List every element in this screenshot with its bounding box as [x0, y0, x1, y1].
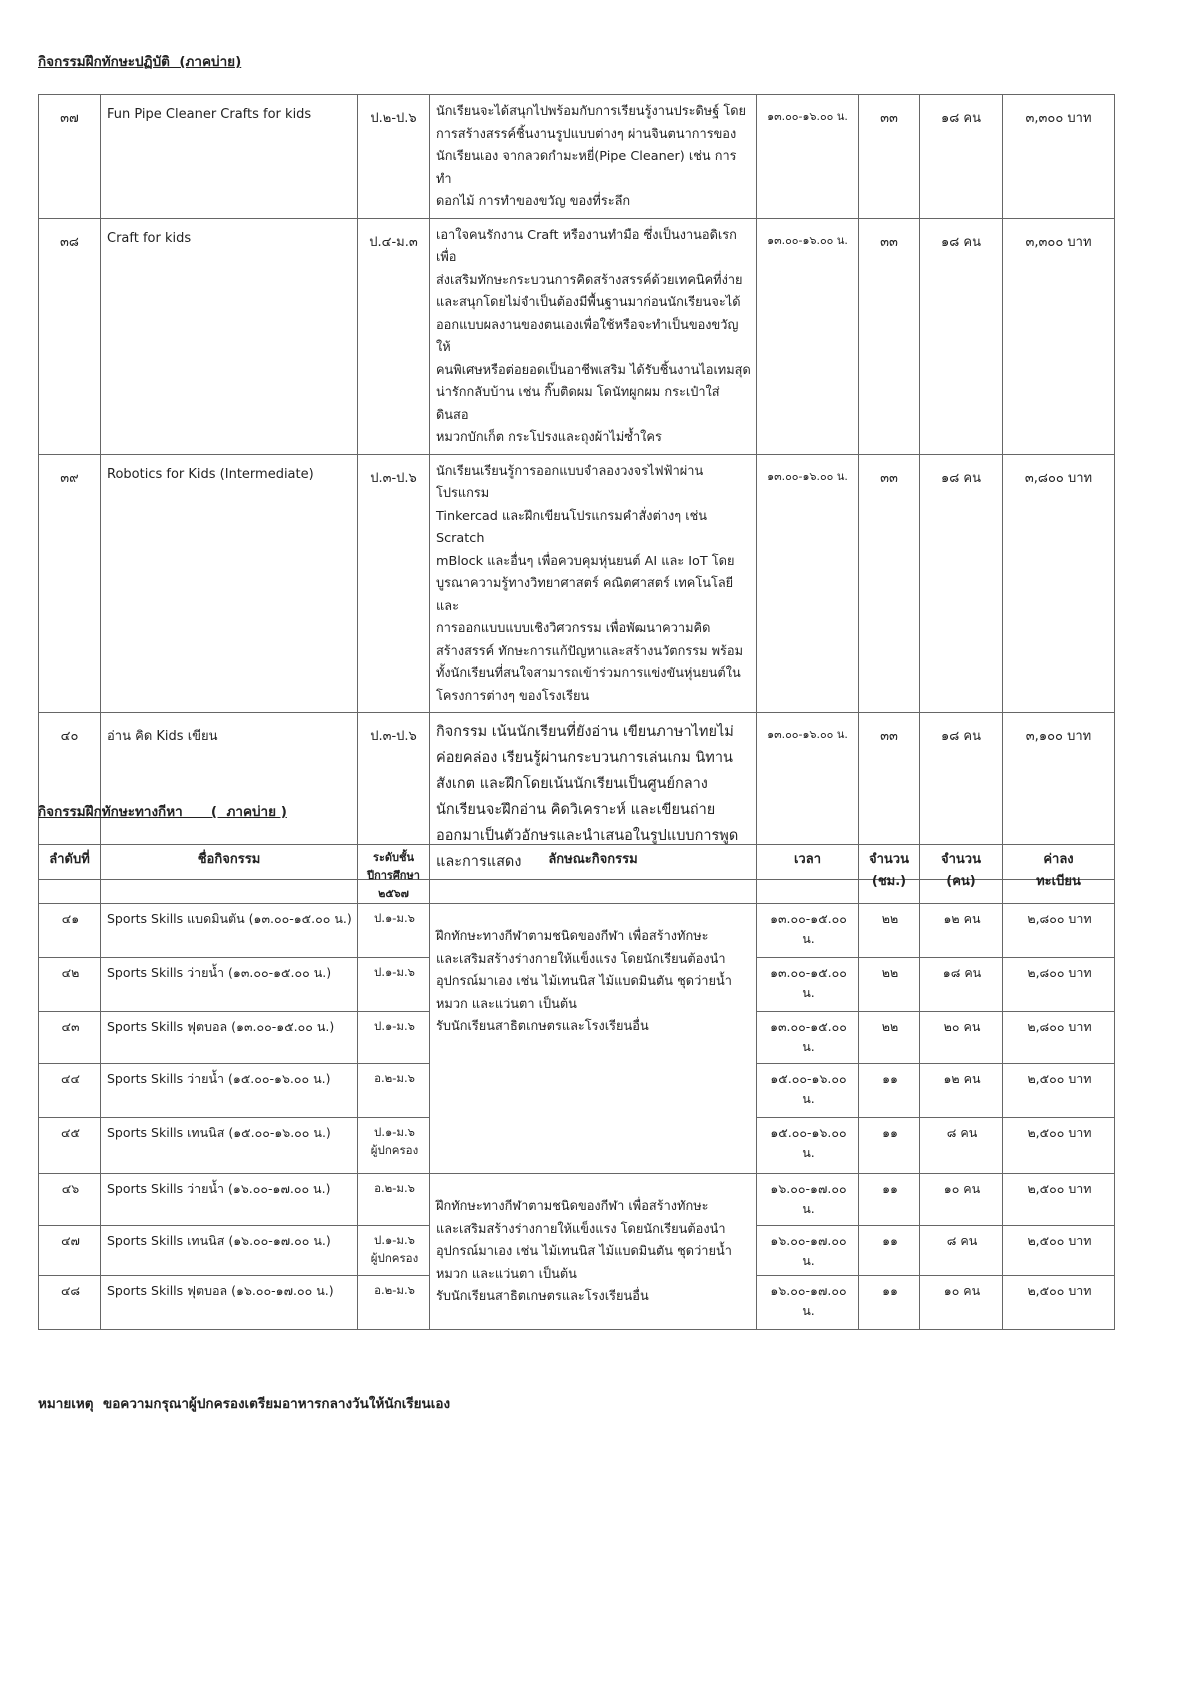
time-range: ๑๖.๐๐-๑๗.๐๐ น.	[757, 1276, 859, 1330]
description-line: mBlock และอื่นๆ เพื่อควบคุมหุ่นยนต์ AI และ IoT โดย	[436, 553, 735, 569]
activity-name: อ่าน คิด Kids เขียน	[101, 713, 358, 880]
time-range: ๑๓.๐๐-๑๕.๐๐ น.	[757, 1012, 859, 1064]
hours: ๑๑	[859, 1226, 920, 1276]
activity-description	[430, 218, 757, 454]
grade-level-line: ป.๑-ม.๖	[374, 965, 415, 979]
fee: ๓,๑๐๐ บาท	[1003, 713, 1115, 880]
description-line: และการแสดง	[436, 854, 522, 870]
grade-level	[358, 958, 430, 1012]
time-range: ๑๓.๐๐-๑๖.๐๐ น.	[757, 95, 859, 219]
fee: ๒,๕๐๐ บาท	[1003, 1064, 1115, 1118]
practical-heading: กิจกรรมฝึกทักษะปฏิบัติ (ภาคบ่าย)	[38, 54, 242, 70]
row-number: ๔๑	[39, 904, 101, 958]
hours: ๑๑	[859, 1064, 920, 1118]
description-line: อุปกรณ์มาเอง เช่น ไม้เทนนิส ไม้แบดมินตัน ชุดว่ายน้ำ	[436, 974, 732, 989]
header-level-line: ระดับชั้น	[373, 851, 414, 864]
time-range: ๑๓.๐๐-๑๕.๐๐ น.	[757, 904, 859, 958]
fee: ๒,๘๐๐ บาท	[1003, 1012, 1115, 1064]
description-line: หมวกบักเก็ต กระโปรงและถุงผ้าไม่ซ้ำใคร	[436, 430, 662, 445]
description-line: ส่งเสริมทักษะกระบวนการคิดสร้างสรรค์ด้วยเทคนิคที่ง่าย	[436, 272, 743, 288]
description-line: ดอกไม้ การทำของขวัญ ของที่ระลึก	[436, 194, 631, 209]
grade-level-line: ผู้ปกครอง	[370, 1143, 419, 1157]
time-range: ๑๖.๐๐-๑๗.๐๐ น.	[757, 1226, 859, 1276]
description-line: นักเรียนจะได้สนุกไปพร้อมกับการเรียนรู้งานประดิษฐ์ โดย	[436, 104, 747, 119]
grade-level-line: ป.๑-ม.๖	[374, 1125, 415, 1139]
description-line: รับนักเรียนสาธิตเกษตรและโรงเรียนอื่น	[436, 1019, 649, 1034]
row-number: ๔๒	[39, 958, 101, 1012]
time-range: ๑๕.๐๐-๑๖.๐๐ น.	[757, 1064, 859, 1118]
hours: ๑๑	[859, 1174, 920, 1226]
description-line: และเสริมสร้างร่างกายให้แข็งแรง โดยนักเรียนต้องนำ	[436, 951, 726, 967]
description-line: ออกแบบผลงานของตนเองเพื่อใช้หรือจะทำเป็นของขวัญให้	[436, 317, 739, 355]
description-line: กิจกรรม เน้นนักเรียนที่ยังอ่าน เขียนภาษาไทยไม่	[436, 724, 734, 740]
time-range: ๑๓.๐๐-๑๖.๐๐ น.	[757, 454, 859, 713]
grade-level: ป.๓-ป.๖	[358, 454, 430, 713]
capacity: ๑๐ คน	[920, 1276, 1003, 1330]
table-row	[39, 218, 1115, 454]
activity-name: Craft for kids	[101, 218, 358, 454]
fee: ๒,๕๐๐ บาท	[1003, 1174, 1115, 1226]
description-line: หมวก และแว่นตา เป็นต้น	[436, 1266, 577, 1282]
row-number: ๓๘	[39, 218, 101, 454]
capacity: ๑๐ คน	[920, 1174, 1003, 1226]
row-number: ๔๔	[39, 1064, 101, 1118]
header-hours-line: (ชม.)	[871, 874, 907, 889]
row-number: ๔๘	[39, 1276, 101, 1330]
header-name: ชื่อกิจกรรม	[101, 845, 358, 904]
grade-level-line: อ.๒-ม.๖	[374, 1181, 415, 1195]
description-line: ออกมาเป็นตัวอักษรและนำเสนอในรูปแบบการพูด	[436, 828, 739, 844]
capacity: ๑๘ คน	[920, 958, 1003, 1012]
description-line: การออกแบบแบบเชิงวิศวกรรม เพื่อพัฒนาความคิด	[436, 621, 711, 636]
activity-description	[430, 95, 757, 219]
time-range: ๑๖.๐๐-๑๗.๐๐ น.	[757, 1174, 859, 1226]
activity-name: Fun Pipe Cleaner Crafts for kids	[101, 95, 358, 219]
row-number: ๓๗	[39, 95, 101, 219]
hours: ๓๓	[859, 218, 920, 454]
header-level-line: ปีการศึกษา	[367, 869, 420, 882]
activity-name: Sports Skills เทนนิส (๑๖.๐๐-๑๗.๐๐ น.)	[101, 1226, 358, 1276]
table-row	[39, 904, 1115, 958]
description-line: หมวก และแว่นตา เป็นต้น	[436, 996, 577, 1012]
fee: ๓,๓๐๐ บาท	[1003, 95, 1115, 219]
description-line: ค่อยคล่อง เรียนรู้ผ่านกระบวนการเล่นเกม นิทาน	[436, 750, 733, 766]
description-line: สังเกต และฝึกโดยเน้นนักเรียนเป็นศูนย์กลาง	[436, 776, 708, 792]
hours: ๒๒	[859, 958, 920, 1012]
grade-level	[358, 1118, 430, 1174]
activity-name: Robotics for Kids (Intermediate)	[101, 454, 358, 713]
note-text: หมายเหตุ ขอความกรุณาผู้ปกครองเตรียมอาหารกลางวันให้นักเรียนเอง	[38, 1396, 451, 1412]
practical-table	[38, 94, 1115, 880]
description-line: บูรณาความรู้ทางวิทยาศาสตร์ คณิตศาสตร์ เทคโนโลยี และ	[436, 576, 734, 614]
time-range: ๑๕.๐๐-๑๖.๐๐ น.	[757, 1118, 859, 1174]
grade-level: ป.๒-ป.๖	[358, 95, 430, 219]
time-range: ๑๓.๐๐-๑๖.๐๐ น.	[757, 218, 859, 454]
header-fee-line: ทะเบียน	[1036, 874, 1081, 889]
hours: ๓๓	[859, 713, 920, 880]
grade-level-line: ป.๑-ม.๖	[374, 911, 415, 925]
grade-level-line: อ.๒-ม.๖	[374, 1283, 415, 1297]
activity-name: Sports Skills ฟุตบอล (๑๓.๐๐-๑๕.๐๐ น.)	[101, 1012, 358, 1064]
activity-name: Sports Skills แบดมินตัน (๑๓.๐๐-๑๕.๐๐ น.)	[101, 904, 358, 958]
header-people-line: จำนวน	[941, 852, 981, 867]
hours: ๒๒	[859, 904, 920, 958]
header-desc: ลักษณะกิจกรรม	[430, 845, 757, 904]
fee: ๒,๕๐๐ บาท	[1003, 1276, 1115, 1330]
description-line: ฝึกทักษะทางกีฬาตามชนิดของกีฬา เพื่อสร้างทักษะ	[436, 929, 709, 944]
fee: ๒,๘๐๐ บาท	[1003, 958, 1115, 1012]
grade-level	[358, 1174, 430, 1226]
activity-name: Sports Skills ว่ายน้ำ (๑๓.๐๐-๑๕.๐๐ น.)	[101, 958, 358, 1012]
row-number: ๓๙	[39, 454, 101, 713]
row-number: ๔๓	[39, 1012, 101, 1064]
grade-level	[358, 1012, 430, 1064]
description-line: นักเรียนจะฝึกอ่าน คิดวิเคราะห์ และเขียนถ่าย	[436, 802, 716, 818]
capacity: ๘ คน	[920, 1226, 1003, 1276]
header-people	[920, 845, 1003, 904]
grade-level-line: ผู้ปกครอง	[370, 1251, 419, 1265]
grade-level: ป.๓-ป.๖	[358, 713, 430, 880]
description-line: อุปกรณ์มาเอง เช่น ไม้เทนนิส ไม้แบดมินตัน ชุดว่ายน้ำ	[436, 1244, 732, 1259]
capacity: ๑๒ คน	[920, 1064, 1003, 1118]
header-fee	[1003, 845, 1115, 904]
header-fee-line: ค่าลง	[1043, 852, 1074, 867]
hours: ๑๑	[859, 1276, 920, 1330]
activity-name: Sports Skills เทนนิส (๑๕.๐๐-๑๖.๐๐ น.)	[101, 1118, 358, 1174]
table-row	[39, 1174, 1115, 1226]
description-line: โครงการต่างๆ ของโรงเรียน	[436, 688, 590, 704]
description-line: นักเรียนเอง จากลวดกำมะหยี่(Pipe Cleaner) เช่น การทำ	[436, 149, 737, 187]
grade-level	[358, 1064, 430, 1118]
activity-description	[430, 454, 757, 713]
grade-level	[358, 904, 430, 958]
description-line: และสนุกโดยไม่จำเป็นต้องมีพื้นฐานมาก่อนนักเรียนจะได้	[436, 295, 741, 310]
fee: ๓,๘๐๐ บาท	[1003, 454, 1115, 713]
description-line: น่ารักกลับบ้าน เช่น กิ๊บติดผม โดนัทผูกผม กระเป๋าใส่ดินสอ	[436, 385, 720, 423]
grade-level	[358, 1226, 430, 1276]
description-line: สร้างสรรค์ ทักษะการแก้ปัญหาและสร้างนวัตกรรม พร้อม	[436, 643, 744, 659]
fee: ๓,๓๐๐ บาท	[1003, 218, 1115, 454]
description-line: ทั้งนักเรียนที่สนใจสามารถเข้าร่วมการแข่งขันหุ่นยนต์ใน	[436, 666, 741, 681]
capacity: ๒๐ คน	[920, 1012, 1003, 1064]
sports-table	[38, 844, 1115, 1330]
table-row	[39, 95, 1115, 219]
description-line: การสร้างสรรค์ชิ้นงานรูปแบบต่างๆ ผ่านจินตนาการของ	[436, 126, 737, 142]
header-no: ลำดับที่	[39, 845, 101, 904]
capacity: ๑๘ คน	[920, 454, 1003, 713]
hours: ๓๓	[859, 454, 920, 713]
header-time: เวลา	[757, 845, 859, 904]
capacity: ๑๘ คน	[920, 218, 1003, 454]
time-range: ๑๓.๐๐-๑๖.๐๐ น.	[757, 713, 859, 880]
fee: ๒,๘๐๐ บาท	[1003, 904, 1115, 958]
fee: ๒,๕๐๐ บาท	[1003, 1118, 1115, 1174]
header-people-line: (คน)	[946, 874, 976, 889]
description-line: Tinkercad และฝึกเขียนโปรแกรมคำสั่งต่างๆ เช่น Scratch	[436, 508, 708, 546]
activity-description	[430, 904, 757, 1174]
fee: ๒,๕๐๐ บาท	[1003, 1226, 1115, 1276]
row-number: ๔๕	[39, 1118, 101, 1174]
row-number: ๔๗	[39, 1226, 101, 1276]
header-hours-line: จำนวน	[869, 852, 909, 867]
header-hours	[859, 845, 920, 904]
time-range: ๑๓.๐๐-๑๕.๐๐ น.	[757, 958, 859, 1012]
capacity: ๑๒ คน	[920, 904, 1003, 958]
activity-name: Sports Skills ว่ายน้ำ (๑๖.๐๐-๑๗.๐๐ น.)	[101, 1174, 358, 1226]
grade-level-line: อ.๒-ม.๖	[374, 1071, 415, 1085]
capacity: ๘ คน	[920, 1118, 1003, 1174]
grade-level: ป.๔-ม.๓	[358, 218, 430, 454]
description-line: เอาใจคนรักงาน Craft หรืองานทำมือ ซึ่งเป็นงานอดิเรกเพื่อ	[436, 227, 737, 265]
row-number: ๔๐	[39, 713, 101, 880]
table-row	[39, 454, 1115, 713]
hours: ๒๒	[859, 1012, 920, 1064]
activity-description	[430, 1174, 757, 1330]
header-level	[358, 845, 430, 904]
description-line: รับนักเรียนสาธิตเกษตรและโรงเรียนอื่น	[436, 1289, 649, 1304]
description-line: และเสริมสร้างร่างกายให้แข็งแรง โดยนักเรียนต้องนำ	[436, 1221, 726, 1237]
activity-name: Sports Skills ฟุตบอล (๑๖.๐๐-๑๗.๐๐ น.)	[101, 1276, 358, 1330]
activity-name: Sports Skills ว่ายน้ำ (๑๕.๐๐-๑๖.๐๐ น.)	[101, 1064, 358, 1118]
header-level-line: ๒๕๖๗	[378, 887, 409, 900]
description-line: คนพิเศษหรือต่อยอดเป็นอาชีพเสริม ได้รับชิ้นงานไอเทมสุด	[436, 362, 751, 378]
description-line: นักเรียนเรียนรู้การออกแบบจำลองวงจรไฟฟ้าผ่านโปรแกรม	[436, 463, 704, 501]
hours: ๑๑	[859, 1118, 920, 1174]
row-number: ๔๖	[39, 1174, 101, 1226]
capacity: ๑๘ คน	[920, 95, 1003, 219]
sports-heading: กิจกรรมฝึกทักษะทางกีหา ( ภาคบ่าย )	[38, 804, 287, 820]
grade-level-line: ป.๑-ม.๖	[374, 1233, 415, 1247]
hours: ๓๓	[859, 95, 920, 219]
description-line: ฝึกทักษะทางกีฬาตามชนิดของกีฬา เพื่อสร้างทักษะ	[436, 1199, 709, 1214]
grade-level	[358, 1276, 430, 1330]
sports-header-row	[39, 845, 1115, 904]
capacity: ๑๘ คน	[920, 713, 1003, 880]
grade-level-line: ป.๑-ม.๖	[374, 1019, 415, 1033]
